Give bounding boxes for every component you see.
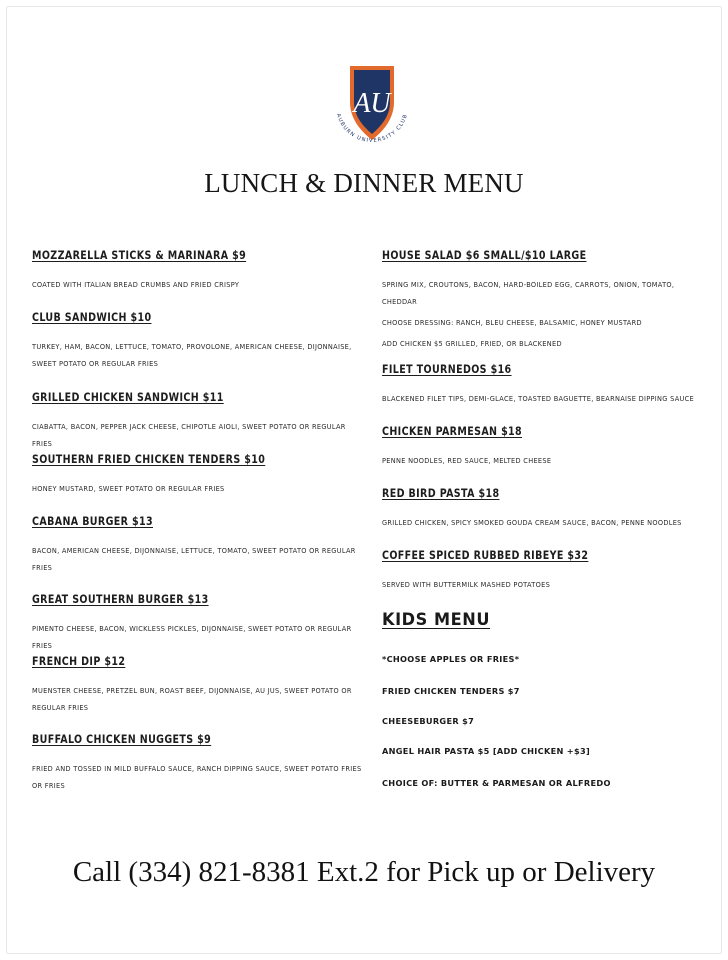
auburn-club-logo	[322, 56, 422, 156]
menu-item	[32, 244, 362, 294]
menu-item-name: COFFEE SPICED RUBBED RIBEYE $32	[382, 548, 589, 562]
kids-menu-line: CHEESEBURGER $7	[382, 716, 475, 726]
menu-item	[32, 650, 362, 717]
menu-item-desc: MUENSTER CHEESE, PRETZEL BUN, ROAST BEEF, DIJONNAISE, AU JUS, SWEET POTATO OR REGULAR FRIES	[32, 687, 352, 712]
menu-item-name: GRILLED CHICKEN SANDWICH $11	[32, 390, 224, 404]
menu-item-name: CHICKEN PARMESAN $18	[382, 424, 523, 438]
menu-item-desc: FRIED AND TOSSED IN MILD BUFFALO SAUCE, RANCH DIPPING SAUCE, SWEET POTATO FRIES OR FRIES	[32, 765, 362, 790]
menu-item-desc: BACON, AMERICAN CHEESE, DIJONNAISE, LETTUCE, TOMATO, SWEET POTATO OR REGULAR FRIES	[32, 547, 356, 572]
menu-item-name: SOUTHERN FRIED CHICKEN TENDERS $10	[32, 452, 266, 466]
logo-monogram: AU	[353, 88, 391, 119]
logo-ring-text: AUBURN UNIVERSITY CLUB	[334, 113, 410, 145]
menu-item	[382, 544, 700, 594]
menu-item-name: CABANA BURGER $13	[32, 514, 154, 528]
page-title: LUNCH & DINNER MENU	[204, 168, 524, 198]
menu-item	[382, 482, 700, 532]
menu-item	[382, 244, 700, 353]
menu-item	[382, 358, 700, 408]
kids-menu-title: KIDS MENU	[382, 610, 491, 630]
menu-item	[382, 420, 700, 470]
menu-item-desc: PIMENTO CHEESE, BACON, WICKLESS PICKLES, DIJONNAISE, SWEET POTATO OR REGULAR FRIES	[32, 625, 352, 650]
menu-item	[32, 306, 362, 373]
menu-item-name: HOUSE SALAD $6 SMALL/$10 LARGE	[382, 248, 587, 262]
menu-item-desc: BLACKENED FILET TIPS, DEMI-GLACE, TOASTED BAGUETTE, BEARNAISE DIPPING SAUCE	[382, 395, 694, 403]
menu-item-name: BUFFALO CHICKEN NUGGETS $9	[32, 732, 212, 746]
menu-item-name: FILET TOURNEDOS $16	[382, 362, 512, 376]
menu-item-desc: ADD CHICKEN $5 GRILLED, FRIED, OR BLACKENED	[382, 340, 562, 348]
menu-item-name: MOZZARELLA STICKS & MARINARA $9	[32, 248, 247, 262]
kids-menu-line: *CHOOSE APPLES OR FRIES*	[382, 654, 520, 664]
menu-item-desc: TURKEY, HAM, BACON, LETTUCE, TOMATO, PROVOLONE, AMERICAN CHEESE, DIJONNAISE, SWEET POTATO OR REGULAR FRIES	[32, 343, 352, 368]
menu-item-desc: SPRING MIX, CROUTONS, BACON, HARD-BOILED EGG, CARROTS, ONION, TOMATO, CHEDDAR	[382, 281, 675, 306]
kids-menu-line: ANGEL HAIR PASTA $5 [ADD CHICKEN +$3]	[382, 746, 590, 756]
kids-menu-line: FRIED CHICKEN TENDERS $7	[382, 686, 520, 696]
menu-item-name: CLUB SANDWICH $10	[32, 310, 152, 324]
menu-item-desc: CHOOSE DRESSING: RANCH, BLEU CHEESE, BALSAMIC, HONEY MUSTARD	[382, 319, 642, 327]
kids-menu-line: CHOICE OF: BUTTER & PARMESAN OR ALFREDO	[382, 778, 611, 788]
menu-item-desc: HONEY MUSTARD, SWEET POTATO OR REGULAR FRIES	[32, 485, 225, 493]
menu-item-desc: PENNE NOODLES, RED SAUCE, MELTED CHEESE	[382, 457, 552, 465]
call-for-pickup-text: Call (334) 821-8381 Ext.2 for Pick up or Delivery	[72, 856, 656, 888]
menu-item-desc: GRILLED CHICKEN, SPICY SMOKED GOUDA CREAM SAUCE, BACON, PENNE NOODLES	[382, 519, 682, 527]
menu-item-desc: SERVED WITH BUTTERMILK MASHED POTATOES	[382, 581, 551, 589]
menu-item-name: FRENCH DIP $12	[32, 654, 126, 668]
menu-item	[32, 448, 362, 498]
menu-item	[32, 510, 362, 577]
menu-item-name: GREAT SOUTHERN BURGER $13	[32, 592, 209, 606]
menu-item-desc: CIABATTA, BACON, PEPPER JACK CHEESE, CHIPOTLE AIOLI, SWEET POTATO OR REGULAR FRIES	[32, 423, 346, 448]
menu-item	[32, 588, 362, 655]
menu-item	[32, 728, 362, 795]
menu-item	[32, 386, 362, 453]
menu-item-desc: COATED WITH ITALIAN BREAD CRUMBS AND FRIED CRISPY	[32, 281, 240, 289]
menu-item-name: RED BIRD PASTA $18	[382, 486, 500, 500]
